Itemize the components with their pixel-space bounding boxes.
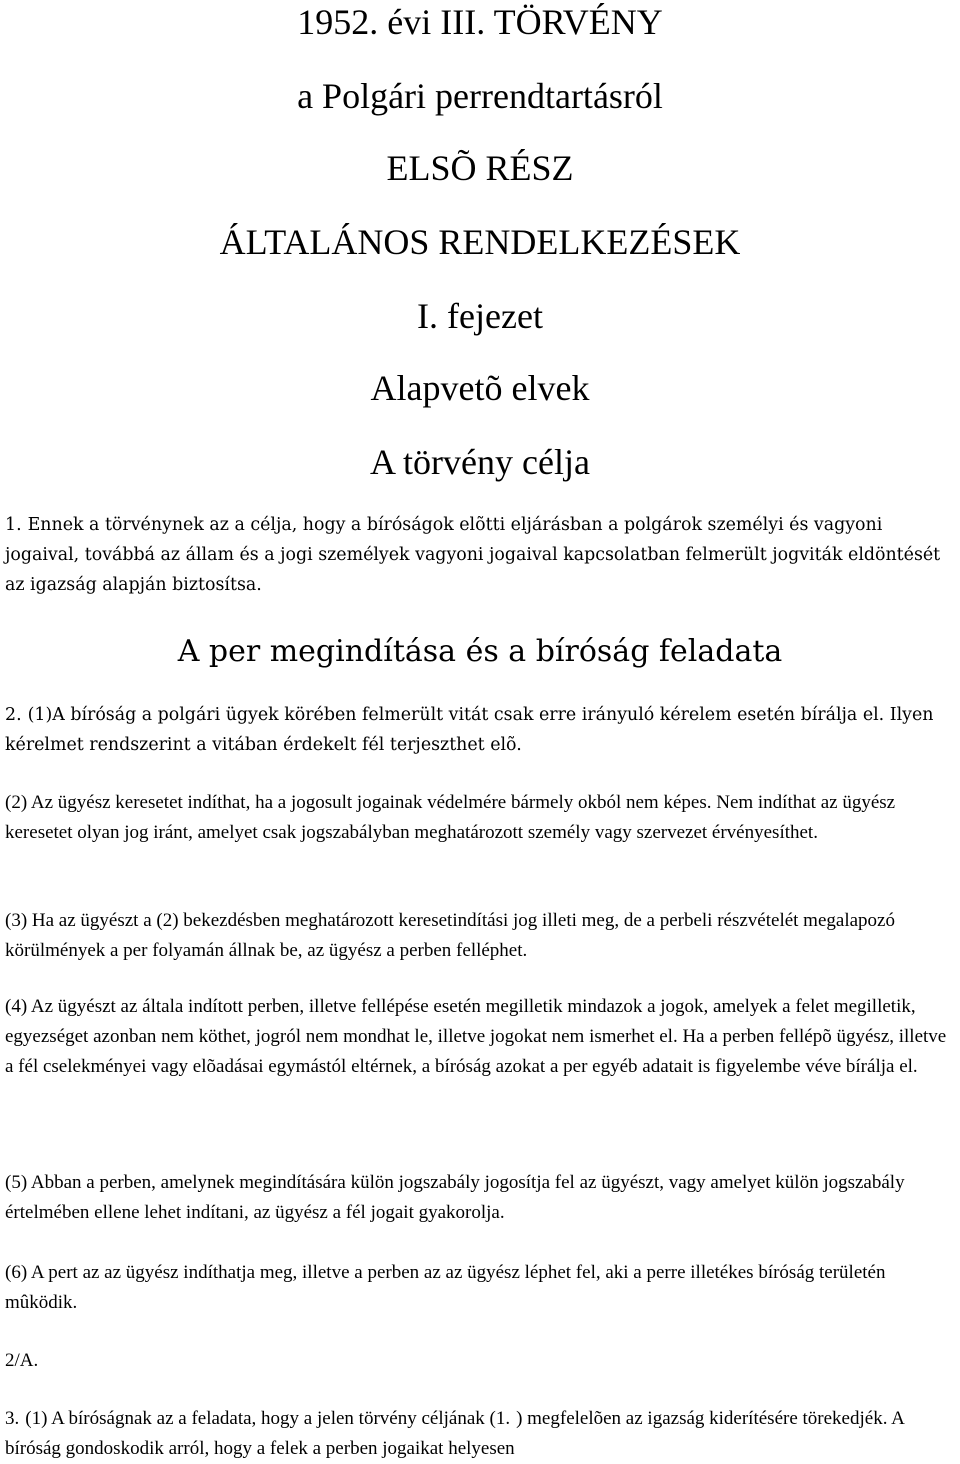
- paragraph-2-subsection-6: (6) A pert az az ügyész indíthatja meg, illetve a perben az az ügyész léphet fel, aki a perre illetékes bíróság területén mûködik.: [5, 1262, 886, 1313]
- paragraph-text: (1) A bíróságnak az a feladata, hogy a jelen törvény céljának (1.: [25, 1408, 511, 1429]
- part-title: ÁLTALÁNOS RENDELKEZÉSEK: [219, 222, 741, 262]
- paragraph-text: (1)A bíróság a polgári ügyek körében felmerült vitát csak erre irányuló kérelem esetén bírálja el. Ilyen kérelmet rendszerint a vitában érdekelt fél terjeszthet elõ.: [5, 705, 934, 755]
- paragraph-number: 3.: [5, 1408, 20, 1429]
- section-title: A per megindítása és a bíróság feladata: [177, 634, 783, 669]
- paragraph-2-subsection-3: (3) Ha az ügyészt a (2) bekezdésben meghatározott keresetindítási jog illeti meg, de a perbeli részvételét megalapozó körülmények a per folyamán állnak be, az ügyész a perben felléphet.: [5, 910, 895, 961]
- paragraph-1: [5, 510, 955, 600]
- law-title: 1952. évi III. TÖRVÉNY: [297, 2, 663, 42]
- paragraph-2-subsection-5: (5) Abban a perben, amelynek megindítására külön jogszabály jogosítja fel az ügyészt, vagy amelyet külön jogszabály értelmében ellene lehet indítani, az ügyész a fél jogait gyakorolja.: [5, 1172, 905, 1223]
- paragraph-2: [5, 700, 955, 760]
- paragraph-2a: [5, 1346, 955, 1376]
- paragraph-2-subsection-2: (2) Az ügyész keresetet indíthat, ha a jogosult jogainak védelmére bármely okból nem képes. Nem indíthat az ügyész keresetet olyan jog iránt, amelyet csak jogszabályban meghatározott személy vagy szervezet érvényesíthet.: [5, 792, 896, 843]
- chapter-heading: I. fejezet: [417, 296, 543, 336]
- paragraph-3: [5, 1404, 955, 1464]
- paragraph-2-subsection-4: (4) Az ügyészt az általa indított perben, illetve fellépése esetén megilletik mindazok a jogok, amelyek a felet megilletik, egyezséget azonban nem köthet, jogról nem mondhat le, illetve jogokat nem ismerhet el. Ha a perben fellépõ ügyész, illetve a fél cselekményei vagy elõadásai egymástól eltérnek, a bíróság azokat a per egyéb adatait is figyelembe véve bírálja el.: [5, 996, 947, 1077]
- paragraph-number: 1.: [5, 515, 22, 535]
- law-subtitle: a Polgári perrendtartásról: [297, 76, 663, 116]
- part-heading: ELSÕ RÉSZ: [386, 148, 574, 188]
- paragraph-text: Ennek a törvénynek az a célja, hogy a bíróságok elõtti eljárásban a polgárok személyi és vagyoni jogaival, továbbá az állam és a jogi személyek vagyoni jogaival kapcsolatban felmerült jogviták eldöntését az igazság alapján biztosítsa.: [5, 515, 941, 595]
- paragraph-number: 2.: [5, 705, 22, 725]
- chapter-title: Alapvetõ elvek: [370, 368, 590, 408]
- paragraph-number: 2/A.: [5, 1350, 39, 1371]
- subsection-title: A törvény célja: [370, 442, 590, 482]
- paragraph-text-continued: ) megfelelõen az igazság kiderítésére törekedjék. A bíróság gondoskodik arról, hogy a felek a perben jogaikat helyesen: [5, 1408, 904, 1459]
